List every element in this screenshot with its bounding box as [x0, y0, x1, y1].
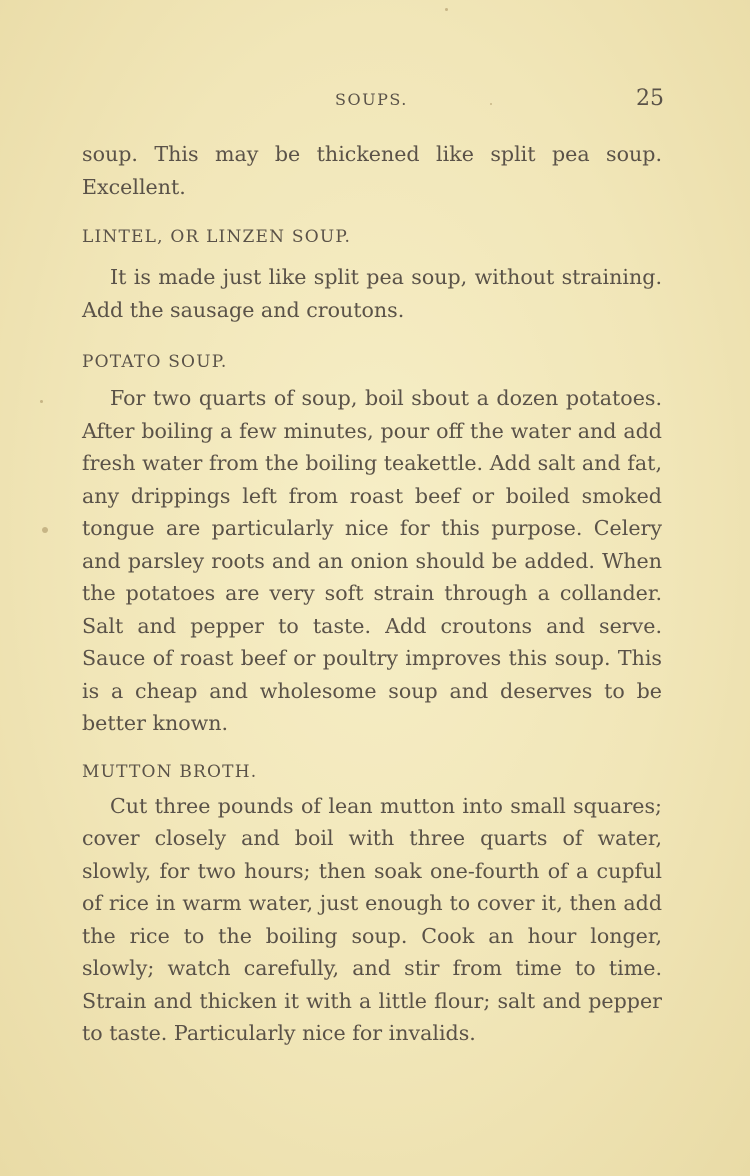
paper-speck	[490, 103, 492, 105]
paper-speck	[445, 8, 448, 11]
paper-speck	[42, 527, 48, 533]
page-body	[82, 138, 662, 1050]
running-head: SOUPS.	[335, 90, 408, 109]
potato-soup-paragraph: For two quarts of soup, boil sbout a dozen potatoes. After boiling a few minutes, pour off the water and add fresh water from the boiling teakettle. Add salt and fat, any drippings left from roast beef or boiled smoked tongue are particularly nice for this purpose. Celery and parsley roots and an onion should be added. When the potatoes are very soft strain through a collander. Salt and pepper to taste. Add croutons and serve. Sauce of roast beef or poultry improves this soup. This is a cheap and wholesome soup and deserves to be better known.	[82, 386, 662, 735]
paper-speck	[40, 400, 43, 403]
lintel-soup-heading: LINTEL, OR LINZEN SOUP.	[82, 227, 352, 247]
lintel-soup-paragraph: It is made just like split pea soup, without straining. Add the sausage and croutons.	[82, 265, 662, 322]
mutton-broth-paragraph: Cut three pounds of lean mutton into small squares; cover closely and boil with three quarts of water, slowly, for two hours; then soak one-fourth of a cupful of rice in warm water, just enough to cover it, then add the rice to the boiling soup. Cook an hour longer, slowly; watch carefully, and stir from time to time. Strain and thicken it with a little flour; salt and pepper to taste. Particularly nice for invalids.	[82, 793, 662, 1045]
mutton-broth-heading: MUTTON BROTH.	[82, 761, 258, 782]
continuation-paragraph: soup. This may be thickened like split pea soup. Excellent.	[82, 142, 662, 199]
page-number: 25	[636, 86, 664, 111]
potato-soup-heading: POTATO SOUP.	[82, 352, 228, 372]
page-header	[0, 86, 750, 116]
